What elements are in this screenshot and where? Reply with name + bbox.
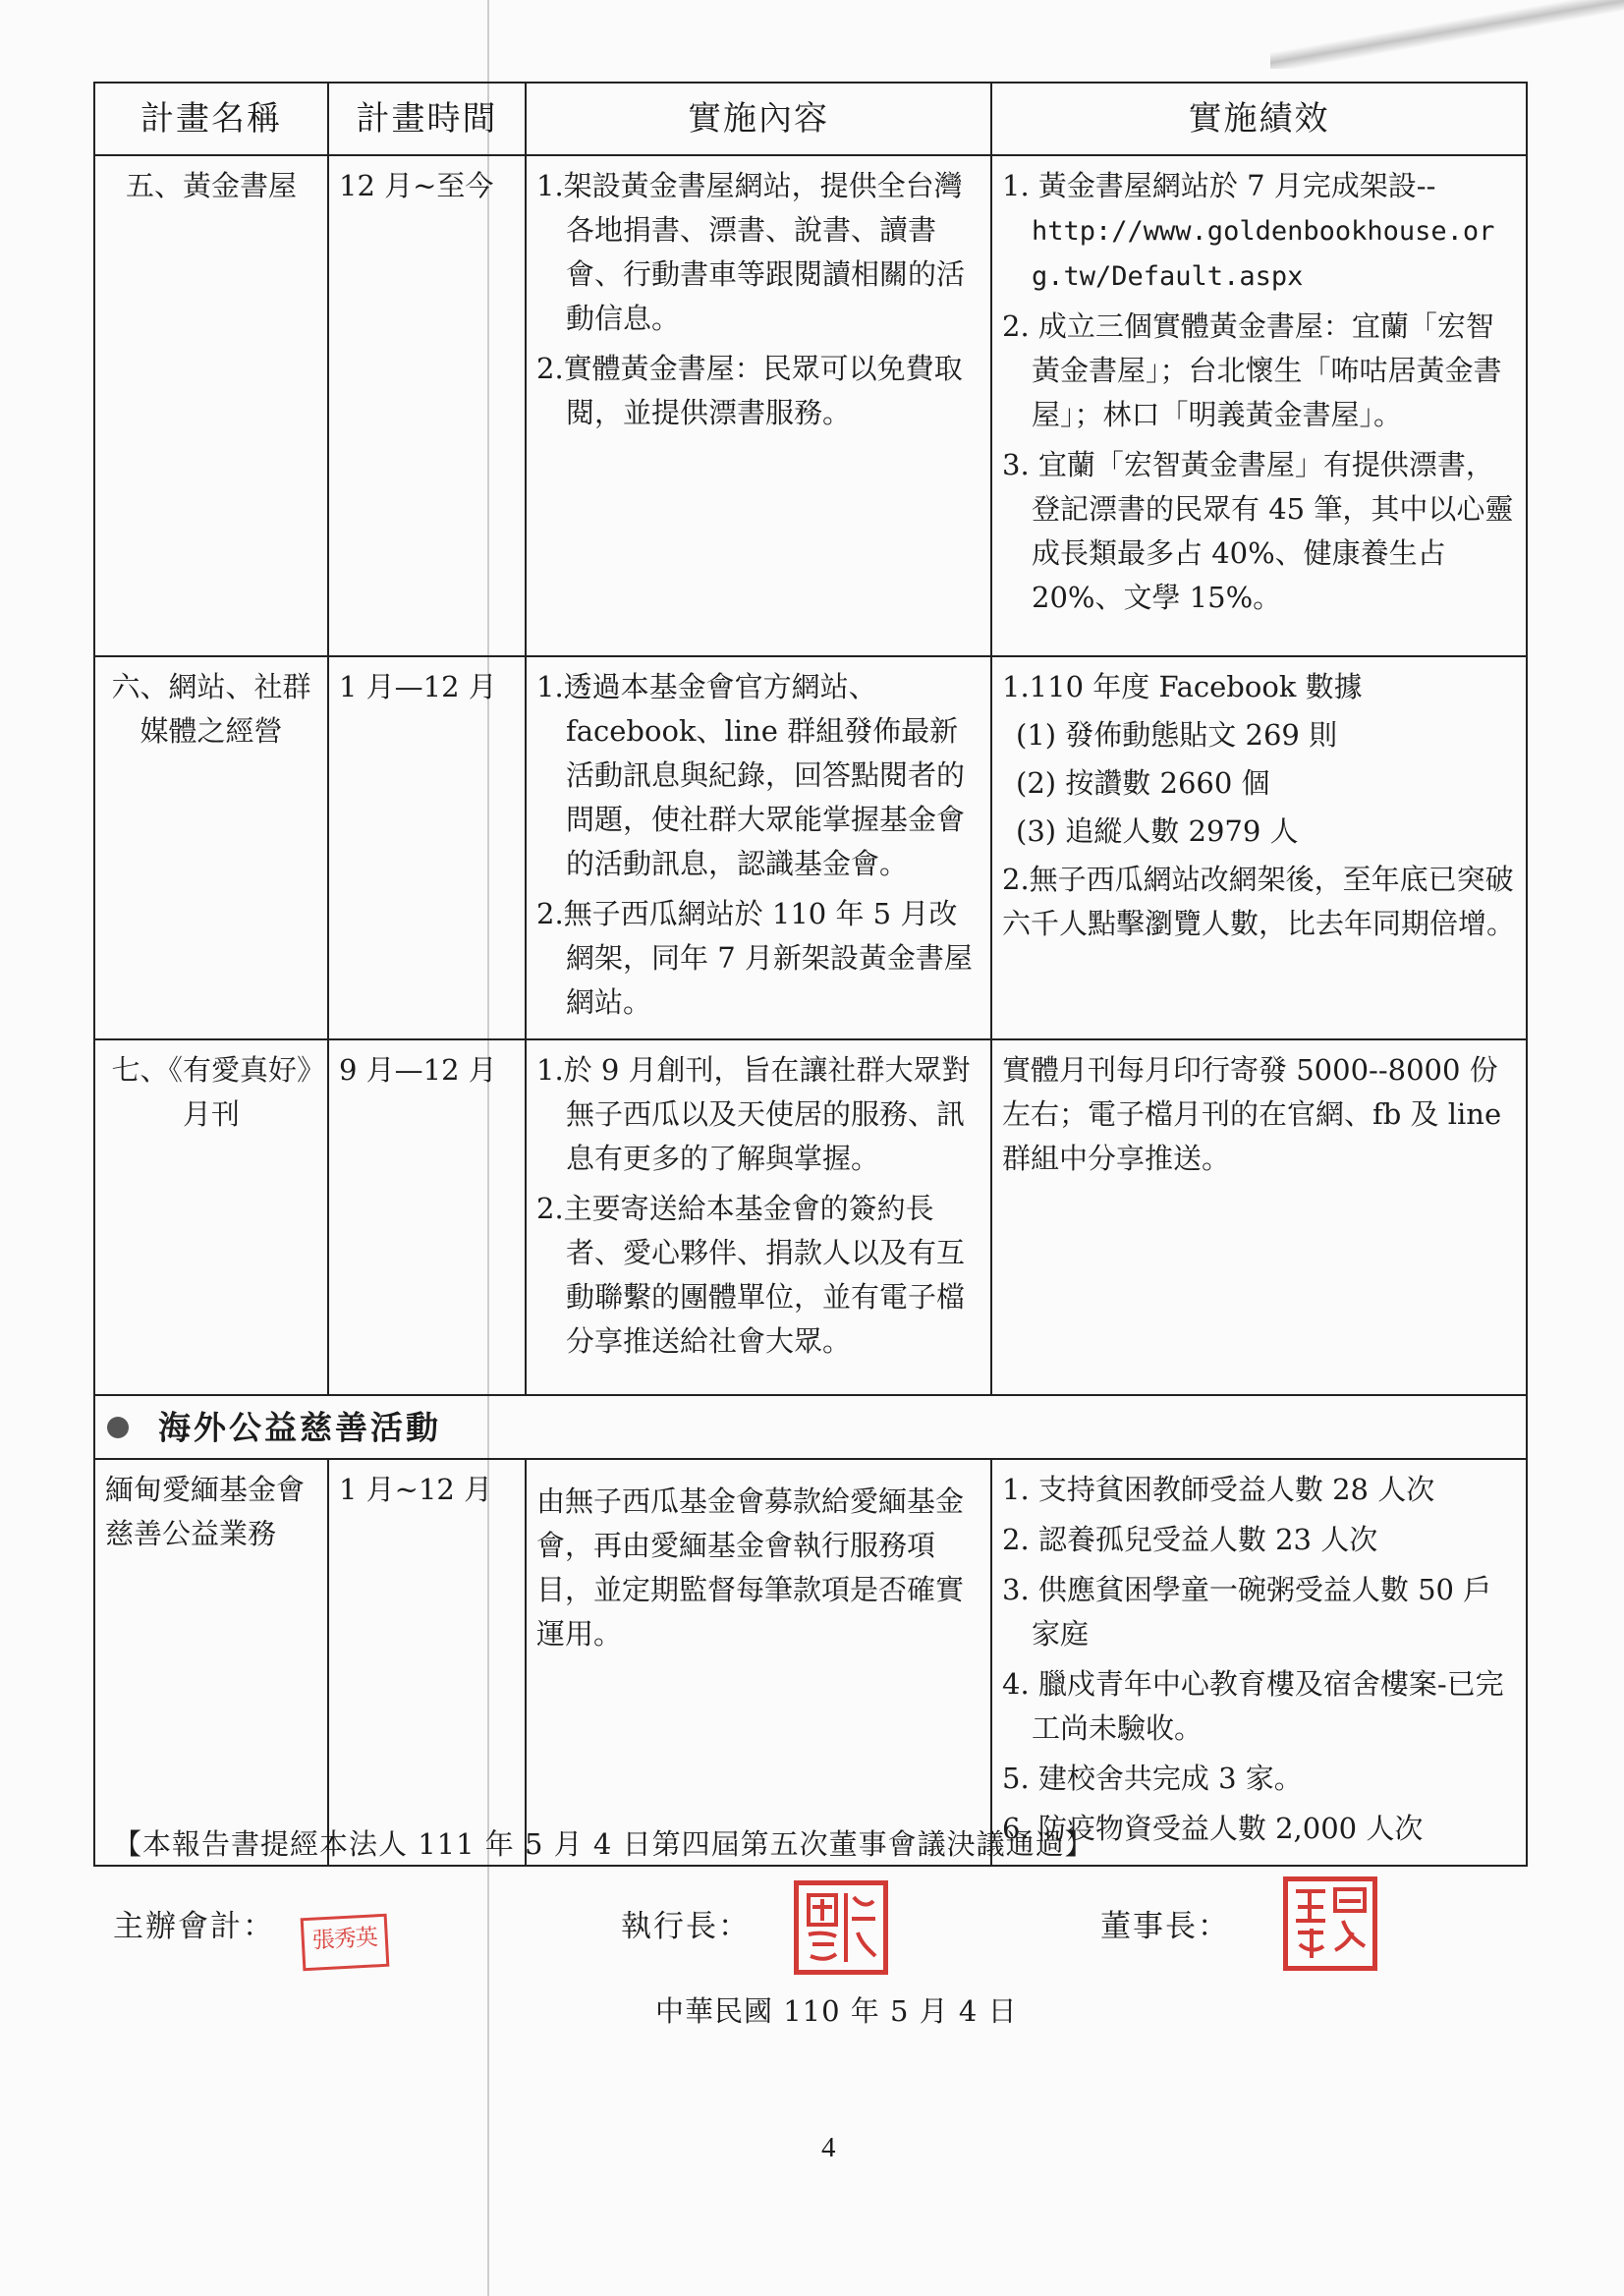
plan-time: 1 月~12 月 — [328, 1459, 526, 1866]
plan-name: 六、網站、社群媒體之經營 — [94, 656, 328, 1039]
accountant-seal: 張秀英 — [301, 1914, 390, 1972]
plan-time: 9 月—12 月 — [328, 1039, 526, 1395]
table-row — [94, 656, 1527, 1039]
table-row — [94, 1039, 1527, 1395]
plan-time: 12 月~至今 — [328, 155, 526, 656]
plan-results — [991, 155, 1527, 656]
plan-results — [991, 1459, 1527, 1866]
plan-content — [526, 656, 991, 1039]
plan-name: 緬甸愛緬基金會慈善公益業務 — [94, 1459, 328, 1866]
list-item: 2.實體黃金書屋：民眾可以免費取閱，並提供漂書服務。 — [536, 352, 963, 429]
list-item: 3. 供應貧困學童一碗粥受益人數 50 戶家庭 — [1002, 1572, 1492, 1651]
stat-item: (3) 追縱人數 2979 人 — [1016, 814, 1299, 848]
header-plan-name: 計畫名稱 — [94, 83, 328, 155]
list-item: 2.無子西瓜網站於 110 年 5 月改網架，同年 7 月新架設黃金書屋網站。 — [536, 897, 973, 1019]
seal-glyphs-icon — [1288, 1881, 1372, 1966]
header-plan-time: 計畫時間 — [328, 83, 526, 155]
result-text: 1. 黃金書屋網站於 7 月完成架設-- — [1002, 169, 1436, 202]
ceo-seal-stamp — [794, 1880, 888, 1975]
section-header-row — [94, 1395, 1527, 1459]
list-item: 6. 防疫物資受益人數 2,000 人次 — [1002, 1811, 1424, 1845]
document-date: 中華民國 110 年 5 月 4 日 — [655, 1994, 1018, 2028]
chairman-seal-stamp — [1283, 1876, 1377, 1971]
plan-time: 1 月—12 月 — [328, 656, 526, 1039]
table-row — [94, 155, 1527, 656]
table-header-row — [94, 83, 1527, 155]
list-item: 2.無子西瓜網站改網架後，至年底已突破六千人點擊瀏覽人數，比去年同期倍增。 — [1002, 863, 1516, 940]
bullet-icon — [107, 1417, 129, 1438]
list-item — [1002, 164, 1516, 299]
stat-item: (2) 按讚數 2660 個 — [1016, 766, 1270, 800]
table-row — [94, 1459, 1527, 1866]
seal-glyphs-icon — [799, 1885, 883, 1970]
list-item: 1. 支持貧困教師受益人數 28 人次 — [1002, 1472, 1435, 1506]
section-title: 海外公益慈善活動 — [158, 1408, 441, 1447]
list-item: 2. 認養孤兒受益人數 23 人次 — [1002, 1522, 1378, 1556]
header-results: 實施績效 — [991, 83, 1527, 155]
plan-content — [526, 155, 991, 656]
stat-item: (1) 發佈動態貼文 269 則 — [1016, 718, 1338, 752]
list-item: 5. 建校舍共完成 3 家。 — [1002, 1761, 1303, 1795]
plan-results: 實體月刊每月印行寄發 5000--8000 份左右；電子檔月刊的在官網、fb 及 line 群組中分享推送。 — [991, 1039, 1527, 1395]
page-number: 4 — [821, 2132, 836, 2163]
list-item: 2. 成立三個實體黃金書屋：宜蘭「宏智黃金書屋」；台北懷生「咘咕居黃金書屋」；林口「明義黃金書屋」。 — [1002, 309, 1502, 431]
list-item: 1.於 9 月創刊，旨在讓社群大眾對無子西瓜以及天使居的服務、訊息有更多的了解與掌握。 — [536, 1053, 971, 1175]
list-item: 2.主要寄送給本基金會的簽約長者、愛心夥伴、捐款人以及有互動聯繫的團體單位，並有電子檔分享推送給社會大眾。 — [536, 1192, 966, 1358]
list-item: 4. 臘戍青年中心教育樓及宿舍樓案-已完工尚未驗收。 — [1002, 1666, 1504, 1745]
scan-edge-shadow — [1270, 0, 1624, 69]
accountant-label: 主辦會計： — [113, 1909, 275, 1944]
plan-name: 五、黃金書屋 — [94, 155, 328, 656]
website-url: http://www.goldenbookhouse.org.tw/Default.aspx — [1032, 216, 1495, 292]
plan-content: 由無子西瓜基金會募款給愛緬基金會，再由愛緬基金會執行服務項目，並定期監督每筆款項是否確實運用。 — [526, 1459, 991, 1866]
plan-name: 七、《有愛真好》月刊 — [94, 1039, 328, 1395]
facebook-stats-heading: 1.110 年度 Facebook 數據 — [1002, 670, 1363, 703]
plan-content — [526, 1039, 991, 1395]
list-item: 1.透過本基金會官方網站、facebook、line 群組發佈最新活動訊息與紀錄，回答點閱者的問題，使社群大眾能掌握基金會的活動訊息，認識基金會。 — [536, 670, 966, 880]
plan-table — [93, 82, 1528, 1867]
list-item: 3. 宜蘭「宏智黃金書屋」有提供漂書，登記漂書的民眾有 45 筆，其中以心靈成長類最多占 40%、健康養生占 20%、文學 15%。 — [1002, 448, 1514, 614]
ceo-label: 執行長： — [621, 1909, 751, 1944]
approval-note: 【本報告書提經本法人 111 年 5 月 4 日第四屆第五次董事會議決議通過】 — [113, 1827, 1094, 1861]
chairman-label: 董事長： — [1100, 1909, 1230, 1944]
plan-results — [991, 656, 1527, 1039]
header-content: 實施內容 — [526, 83, 991, 155]
list-item: 1.架設黃金書屋網站，提供全台灣各地捐書、漂書、說書、讀書會、行動書車等跟閱讀相關的活動信息。 — [536, 169, 966, 335]
